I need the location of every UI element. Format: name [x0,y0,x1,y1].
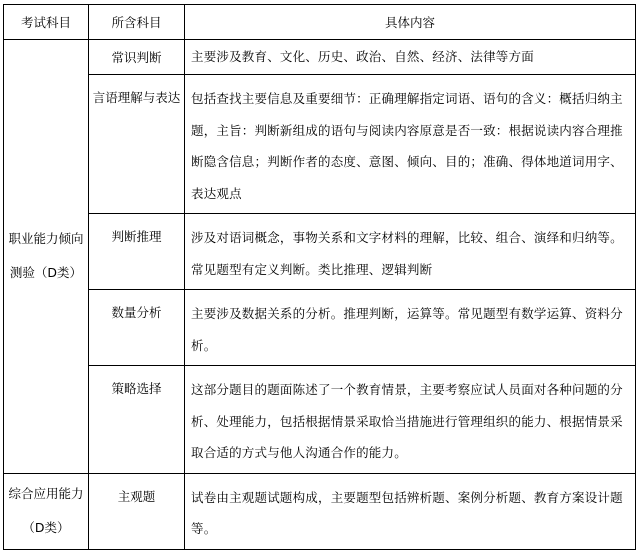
table-row [4,40,636,75]
table-row [4,473,636,549]
subject-label: 职业能力倾向测验（D类） [8,231,84,281]
table-row [4,366,636,474]
header-exam-subject: 考试科目 [4,5,89,40]
content-cell: 涉及对语词概念，事物关系和文字材料的理解，比较、组合、演绎和归纳等。常见题型有定义判断。类比推理、逻辑判断 [185,214,636,290]
content-cell: 这部分题目的题面陈述了一个教育情景，主要考察应试人员面对各种问题的分析、处理能力，包括根据情景采取恰当措施进行管理组织的能力、根据情景采取合适的方式与他人沟通合作的能力。 [185,366,636,474]
table-row [4,290,636,366]
exam-content-table [3,4,636,550]
category-cell: 言语理解与表达 [89,75,185,214]
category-cell: 主观题 [89,473,185,549]
category-cell: 常识判断 [89,40,185,75]
subject-cell-comprehensive [4,473,89,549]
table-header-row [4,5,636,40]
header-included-subjects: 所含科目 [89,5,185,40]
category-cell: 策略选择 [89,366,185,474]
content-cell: 主要涉及教育、文化、历史、政治、自然、经济、法律等方面 [185,40,636,75]
content-cell: 包括查找主要信息及重要细节：正确理解指定词语、语句的含义：概括归纳主题，主旨：判断新组成的语句与阅读内容原意是否一致：根据说读内容合理推断隐含信息；判断作者的态度、意图、倾向、目的；准确、得体地道词用字、表达观点 [185,75,636,214]
content-cell: 试卷由主观题试题构成，主要题型包括辨析题、案例分析题、教育方案设计题等。 [185,473,636,549]
category-cell: 判断推理 [89,214,185,290]
content-cell: 主要涉及数据关系的分析。推理判断，运算等。常见题型有数学运算、资料分析。 [185,290,636,366]
category-cell: 数量分析 [89,290,185,366]
subject-cell-aptitude [4,40,89,474]
subject-label: 综合应用能力（D类） [8,486,84,535]
header-specific-content: 具体内容 [185,5,636,40]
table-row [4,214,636,290]
table-row [4,75,636,214]
